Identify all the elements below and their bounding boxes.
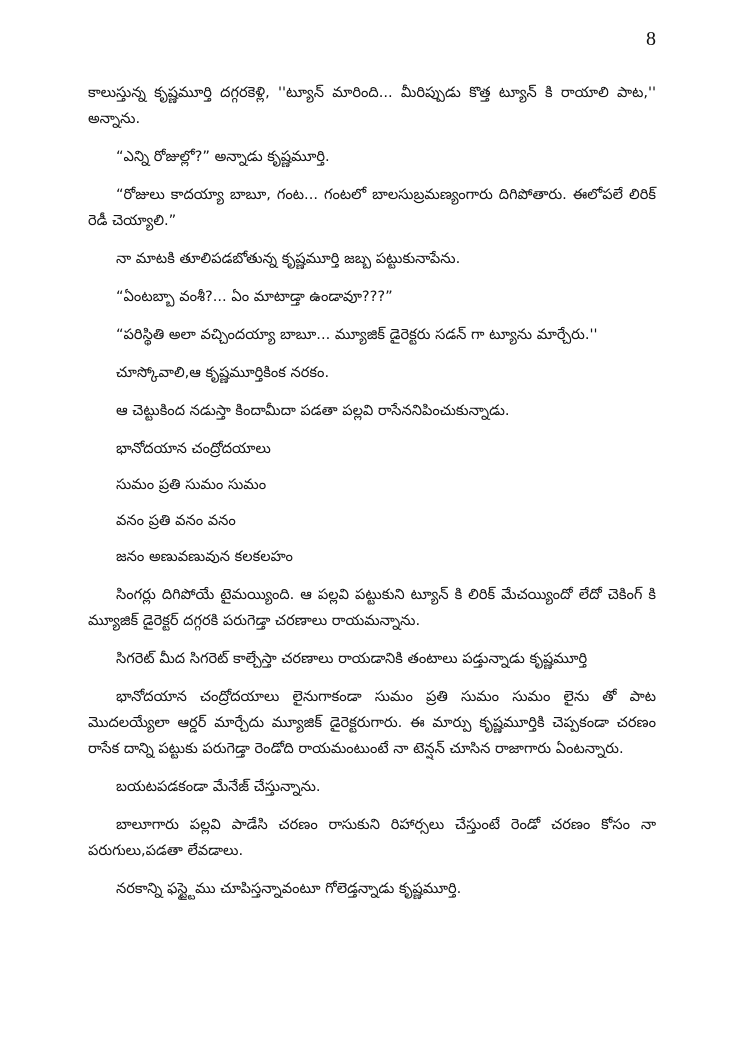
paragraph-14: నరకాన్ని ఫస్ట్టైము చూపిస్తన్నావంటూ గోలెడ్తన్నాడు కృష్ణమూర్తి. — [116, 880, 462, 897]
song-line-1: భానోదయాన చంద్రోదయాలు — [116, 440, 271, 457]
page-number: 8 — [646, 28, 656, 50]
paragraph-1: కాలుస్తున్న కృష్ణమూర్తి దగ్గరకెళ్లి, ''ట్యూన్ మారింది... మీరిప్పుడు కొత్త ట్యూన్ కి రాయాలి పాట,'' అన్నాను. — [88, 84, 656, 127]
song-line-3: వనం ప్రతి వనం వనం — [116, 512, 236, 529]
paragraph-11: భానోదయాన చంద్రోదయాలు లైనుగాకండా సుమం ప్రతి సుమం సుమం లైను తో పాట మొదలయ్యేలా ఆర్డర్ మార్చేదు మ్యూజిక్ డైరెక్టరుగారు. ఈ మార్పు కృష్ణమూర్తికి చెప్పకండా చరణం రాసేక దాన్ని పట్టుకు పరుగెడ్తా రెండోది రాయమంటుంటే నా టెన్షన్ చూసిన రాజాగారు ఏంటన్నారు. — [88, 688, 656, 757]
paragraph-9: సింగర్లు దిగిపోయే టైమయ్యింది. ఆ పల్లవి పట్టుకుని ట్యూన్ కి లిరిక్ మేచయ్యిందో లేదో చెకింగ్ కి మ్యూజిక్ డైరెక్టర్ దగ్గరకి పరుగెడ్తా చరణాలు రాయమన్నాను. — [88, 586, 656, 629]
song-line-4: జనం అణువణువున కలకలహం — [116, 548, 293, 565]
paragraph-3: “రోజులు కాదయ్యా బాబూ, గంట... గంటలో బాలసుబ్రమణ్యంగారు దిగిపోతారు. ఈలోపలే లిరిక్ రెడీ చెయ్యాలి.” — [88, 186, 656, 229]
paragraph-7: చూస్కోవాలి,ఆ కృష్ణమూర్తికింక నరకం. — [116, 364, 330, 381]
song-line-2: సుమం ప్రతి సుమం సుమం — [116, 476, 267, 493]
paragraph-2: “ఎన్ని రోజుల్లో?” అన్నాడు కృష్ణమూర్తి. — [116, 148, 330, 165]
paragraph-6: “పరిస్థితి అలా వచ్చిందయ్యా బాబూ... మ్యూజిక్ డైరెక్టరు సడన్ గా ట్యూను మార్చేరు.'' — [116, 326, 598, 343]
paragraph-8: ఆ చెట్టుకింద నడుస్తా కిందామీదా పడతా పల్లవి రాసేననిపించుకున్నాడు. — [116, 402, 510, 419]
paragraph-4: నా మాటకి తూలిపడబోతున్న కృష్ణమూర్తి జబ్బ పట్టుకునాపేను. — [116, 250, 461, 267]
paragraph-12: బయటపడకండా మేనేజ్ చేస్తున్నాను. — [116, 778, 321, 795]
paragraph-5: “ఏంటబ్బా వంశీ?... ఏం మాటాడ్తా ఉండావూ???” — [116, 288, 393, 305]
paragraph-10: సిగరెట్ మీద సిగరెట్ కాల్చేస్తా చరణాలు రాయడానికి తంటాలు పడ్తున్నాడు కృష్ణమూర్తి — [116, 650, 588, 667]
page-body — [88, 80, 656, 914]
paragraph-13: బాలూగారు పల్లవి పాడేసి చరణం రాసుకుని రిహార్సలు చేస్తుంటే రెండో చరణం కోసం నా పరుగులు,పడతా లేవడాలు. — [88, 816, 656, 859]
